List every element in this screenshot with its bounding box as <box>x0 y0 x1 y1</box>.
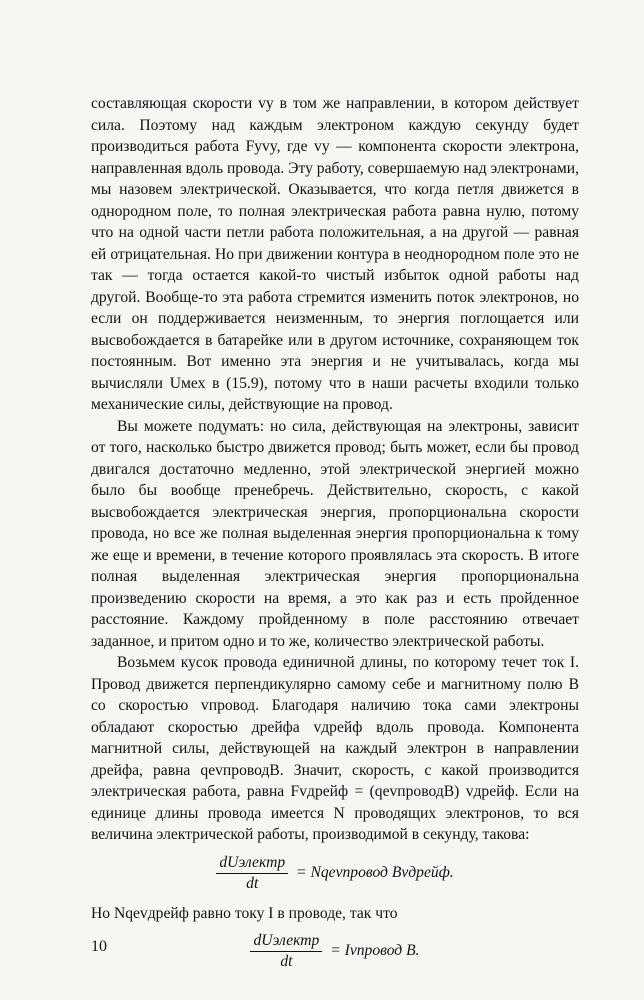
paragraph-3: Возьмем кусок провода единичной длины, по которому течет ток I. Провод движется перпендикулярно самому себе и магнитному полю B со скоростью vпровод. Благодаря наличию тока сами электроны обладают скоростью дрейфа vдрейф вдоль провода. Компонента магнитной силы, действующей на каждый электрон в направлении дрейфа, равна qevпроводB. Значит, скорость, с какой производится электрическая работа, равна Fvдрейф = (qevпроводB) vдрейф. Если на единице длины провода имеется N проводящих электронов, то вся величина электрической работы, производимой в секунду, такова: <box>91 654 579 843</box>
paragraph-4: Но Nqevдрейф равно току I в проводе, так что <box>91 904 398 922</box>
formula-2 <box>91 932 579 971</box>
paragraph-2: Вы можете подумать: но сила, действующая на электроны, зависит от того, насколько быстро движется провод; быть может, если бы провод двигался достаточно медленно, этой электрической энергией можно было бы вообще пренебречь. Действительно, скорость, с какой высвобождается электрическая энергия, пропорциональна скорости провода, но все же полная выделенная энергия пропорциональна к тому же еще и времени, в течение которого проявлялась эта скорость. В итоге полная выделенная электрическая энергия пропорциональна произведению скорости на время, а это как раз и есть пройденное расстояние. Каждому пройденному в поле расстоянию отвечает заданное, и притом одно и то же, количество электрической работы. <box>91 417 579 650</box>
formula-1-rhs: = Nqevпровод Bvдрейф. <box>296 863 454 881</box>
formula-2-denominator: dt <box>280 953 293 970</box>
formula-2-numerator: dUэлектр <box>250 932 322 952</box>
page-number: 10 <box>91 938 107 955</box>
body-text <box>91 93 579 981</box>
formula-1 <box>91 854 579 893</box>
formula-2-fraction <box>250 932 322 971</box>
formula-2-rhs: = Ivпровод B. <box>330 942 420 960</box>
paragraph-1: составляющая скорости vy в том же направлении, в котором действует сила. Поэтому над каждым электроном каждую секунду будет производиться работа Fyvy, где vy — компонента скорости электрона, направленная вдоль провода. Эту работу, совершаемую над электронами, мы назовем электрической. Оказывается, что когда петля движется в однородном поле, то полная электрическая работа равна нулю, потому что на одной части петли работа положительная, а на другой — равная ей отрицательная. Но при движении контура в неоднородном поле это не так — тогда остается какой-то чистый избыток одной работы над другой. Вообще-то эта работа стремится изменить поток электронов, но если он поддерживается неизменным, то энергия поглощается или высвобождается в батарейке или в другом источнике, сохраняющем ток постоянным. Вот именно эта энергия и не учитывалась, когда мы вычисляли Uмех в (15.9), потому что в наши расчеты входили только механические силы, действующие на провод. <box>91 95 579 413</box>
formula-1-numerator: dUэлектр <box>216 854 288 874</box>
formula-1-denominator: dt <box>246 874 259 892</box>
formula-1-fraction <box>216 854 288 893</box>
